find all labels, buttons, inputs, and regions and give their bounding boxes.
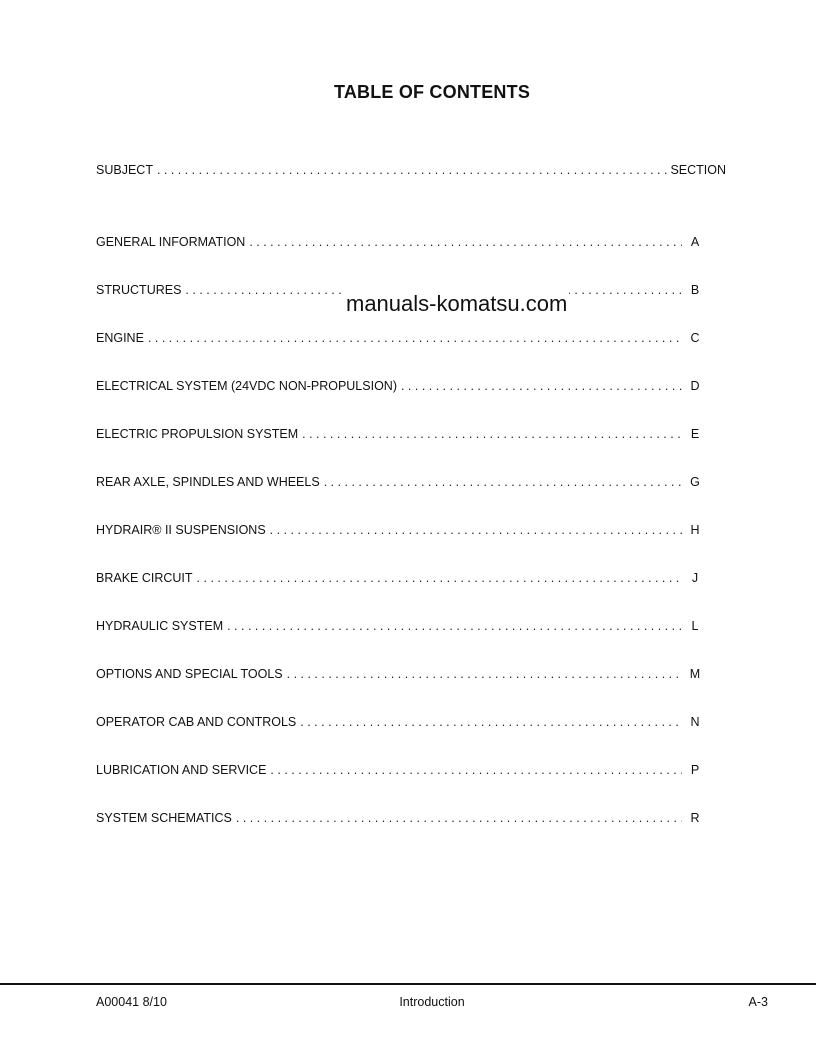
dot-leader <box>300 715 682 729</box>
toc-header <box>96 163 726 177</box>
toc-entry-label: GENERAL INFORMATION <box>96 235 246 249</box>
footer-doc-id: A00041 8/10 <box>96 995 167 1009</box>
section-heading: SECTION <box>670 163 726 177</box>
toc-entry-electrical-system[interactable] <box>96 379 704 427</box>
toc-entry-rear-axle[interactable] <box>96 475 704 523</box>
toc-list <box>96 235 704 859</box>
toc-entry-hydraulic-system[interactable] <box>96 619 704 667</box>
toc-entry-options-special-tools[interactable] <box>96 667 704 715</box>
subject-heading: SUBJECT <box>96 163 153 177</box>
dot-leader <box>157 163 668 177</box>
dot-leader <box>401 379 682 393</box>
toc-entry-lubrication-service[interactable] <box>96 763 704 811</box>
dot-leader <box>270 763 682 777</box>
dot-leader <box>236 811 682 825</box>
toc-entry-section: L <box>691 619 699 633</box>
toc-entry-label: ELECTRICAL SYSTEM (24VDC NON-PROPULSION) <box>96 379 397 393</box>
toc-entry-label: REAR AXLE, SPINDLES AND WHEELS <box>96 475 320 489</box>
footer-chapter: Introduction <box>399 995 465 1009</box>
toc-entry-section: H <box>690 523 700 537</box>
toc-entry-section: J <box>691 571 699 585</box>
dot-leader <box>287 667 682 681</box>
toc-entry-section: M <box>689 667 701 681</box>
toc-entry-label: ELECTRIC PROPULSION SYSTEM <box>96 427 299 441</box>
toc-entry-section: B <box>690 283 700 297</box>
toc-entry-brake-circuit[interactable] <box>96 571 704 619</box>
page-title: TABLE OF CONTENTS <box>333 82 531 102</box>
toc-entry-label: BRAKE CIRCUIT <box>96 571 193 585</box>
toc-entry-label: STRUCTURES <box>96 283 182 297</box>
toc-entry-label: HYDRAULIC SYSTEM <box>96 619 224 633</box>
watermark: manuals-komatsu.com <box>346 291 568 316</box>
toc-entry-general-information[interactable] <box>96 235 704 283</box>
toc-entry-label: OPTIONS AND SPECIAL TOOLS <box>96 667 283 681</box>
dot-leader <box>148 331 682 345</box>
toc-entry-system-schematics[interactable] <box>96 811 704 859</box>
toc-entry-section: R <box>690 811 700 825</box>
toc-entry-section: E <box>690 427 700 441</box>
toc-entry-engine[interactable] <box>96 331 704 379</box>
toc-entry-label: LUBRICATION AND SERVICE <box>96 763 267 777</box>
toc-entry-section: A <box>690 235 700 249</box>
footer-divider <box>0 983 816 985</box>
toc-entry-operator-cab[interactable] <box>96 715 704 763</box>
toc-entry-label: HYDRAIR® II SUSPENSIONS <box>96 523 266 537</box>
dot-leader <box>302 427 682 441</box>
toc-entry-label: ENGINE <box>96 331 144 345</box>
toc-entry-section: D <box>690 379 700 393</box>
dot-leader <box>249 235 682 249</box>
toc-entry-label: SYSTEM SCHEMATICS <box>96 811 232 825</box>
toc-entry-section: P <box>690 763 700 777</box>
toc-entry-section: G <box>690 475 700 489</box>
toc-entry-electric-propulsion-system[interactable] <box>96 427 704 475</box>
dot-leader <box>270 523 682 537</box>
toc-entry-section: N <box>690 715 700 729</box>
footer-page-number: A-3 <box>748 995 768 1009</box>
toc-entry-label: OPERATOR CAB AND CONTROLS <box>96 715 297 729</box>
toc-entry-section: C <box>690 331 700 345</box>
dot-leader <box>227 619 682 633</box>
toc-entry-hydrair-suspensions[interactable] <box>96 523 704 571</box>
dot-leader <box>197 571 682 585</box>
dot-leader <box>324 475 682 489</box>
